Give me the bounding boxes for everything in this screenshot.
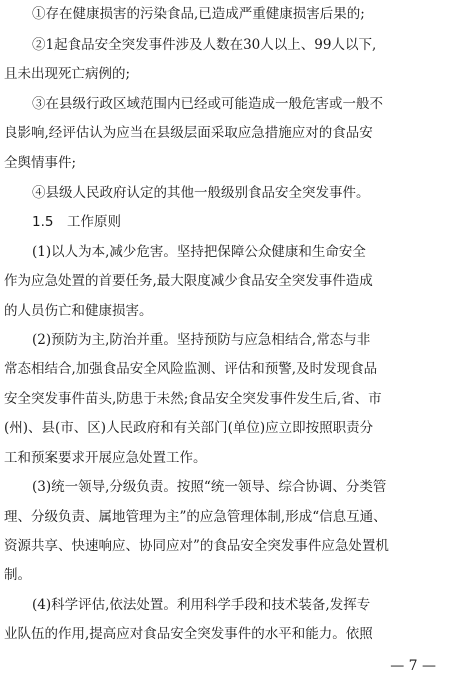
line-text: ②1起食品安全突发事件涉及人数在30人以上、99人以下, xyxy=(32,37,377,53)
line-text: (州)、县(市、区)人民政府和有关部门(单位)应立即按照职责分 xyxy=(4,420,374,436)
line-text: 作为应急处置的首要任务,最大限度减少食品安全突发事件造成 xyxy=(4,273,373,289)
line-text: 且未出现死亡病例的; xyxy=(4,66,131,82)
text-line xyxy=(0,238,450,266)
line-text: 制。 xyxy=(4,567,31,583)
line-text: 常态相结合,加强食品安全风险监测、评估和预警,及时发现食品 xyxy=(4,361,378,377)
text-line xyxy=(0,532,450,560)
text-line xyxy=(0,31,450,59)
text-line xyxy=(0,179,450,207)
text-line xyxy=(0,385,450,413)
page-number: — 7 — xyxy=(390,658,436,674)
line-text: 业队伍的作用,提高应对食品安全突发事件的水平和能力。依照 xyxy=(4,626,373,642)
line-text: (4)科学评估,依法处置。利用科学手段和技术装备,发挥专 xyxy=(32,597,371,613)
text-line xyxy=(0,119,450,147)
line-text: 理、分级负责、属地管理为主”的应急管理体制,形成“信息互通、 xyxy=(4,509,387,525)
line-text: (1)以人为本,减少危害。坚持把保障公众健康和生命安全 xyxy=(32,244,366,260)
line-text: 良影响,经评估认为应当在县级层面采取应急措施应对的食品安 xyxy=(4,125,373,141)
line-text: 全舆情事件; xyxy=(4,155,77,171)
text-line xyxy=(0,297,450,325)
text-line xyxy=(0,503,450,531)
line-text: ①存在健康损害的污染食品,已造成严重健康损害后果的; xyxy=(32,6,365,22)
text-line xyxy=(0,60,450,88)
text-line xyxy=(0,90,450,118)
text-line xyxy=(0,473,450,501)
text-line xyxy=(0,267,450,295)
text-line xyxy=(0,561,450,589)
line-text: ③在县级行政区域范围内已经或可能造成一般危害或一般不 xyxy=(32,96,383,112)
text-line xyxy=(0,591,450,619)
section-heading-text: 1.5 工作原则 xyxy=(32,214,121,230)
text-line xyxy=(0,355,450,383)
section-heading xyxy=(0,208,450,236)
line-text: 的人员伤亡和健康损害。 xyxy=(4,303,153,319)
line-text: 资源共享、快速响应、协同应对”的食品安全突发事件应急处置机 xyxy=(4,538,389,554)
line-text: 安全突发事件苗头,防患于未然;食品安全突发事件发生后,省、市 xyxy=(4,391,382,407)
line-text: (3)统一领导,分级负责。按照“统一领导、综合协调、分类管 xyxy=(32,479,387,495)
text-line xyxy=(0,414,450,442)
line-text: 工和预案要求开展应急处置工作。 xyxy=(4,450,207,466)
line-text: ④县级人民政府认定的其他一般级别食品安全突发事件。 xyxy=(32,185,370,201)
text-line xyxy=(0,0,450,28)
line-text: (2)预防为主,防治并重。坚持预防与应急相结合,常态与非 xyxy=(32,332,371,348)
text-line xyxy=(0,444,450,472)
text-line xyxy=(0,149,450,177)
text-line xyxy=(0,326,450,354)
text-line xyxy=(0,620,450,648)
